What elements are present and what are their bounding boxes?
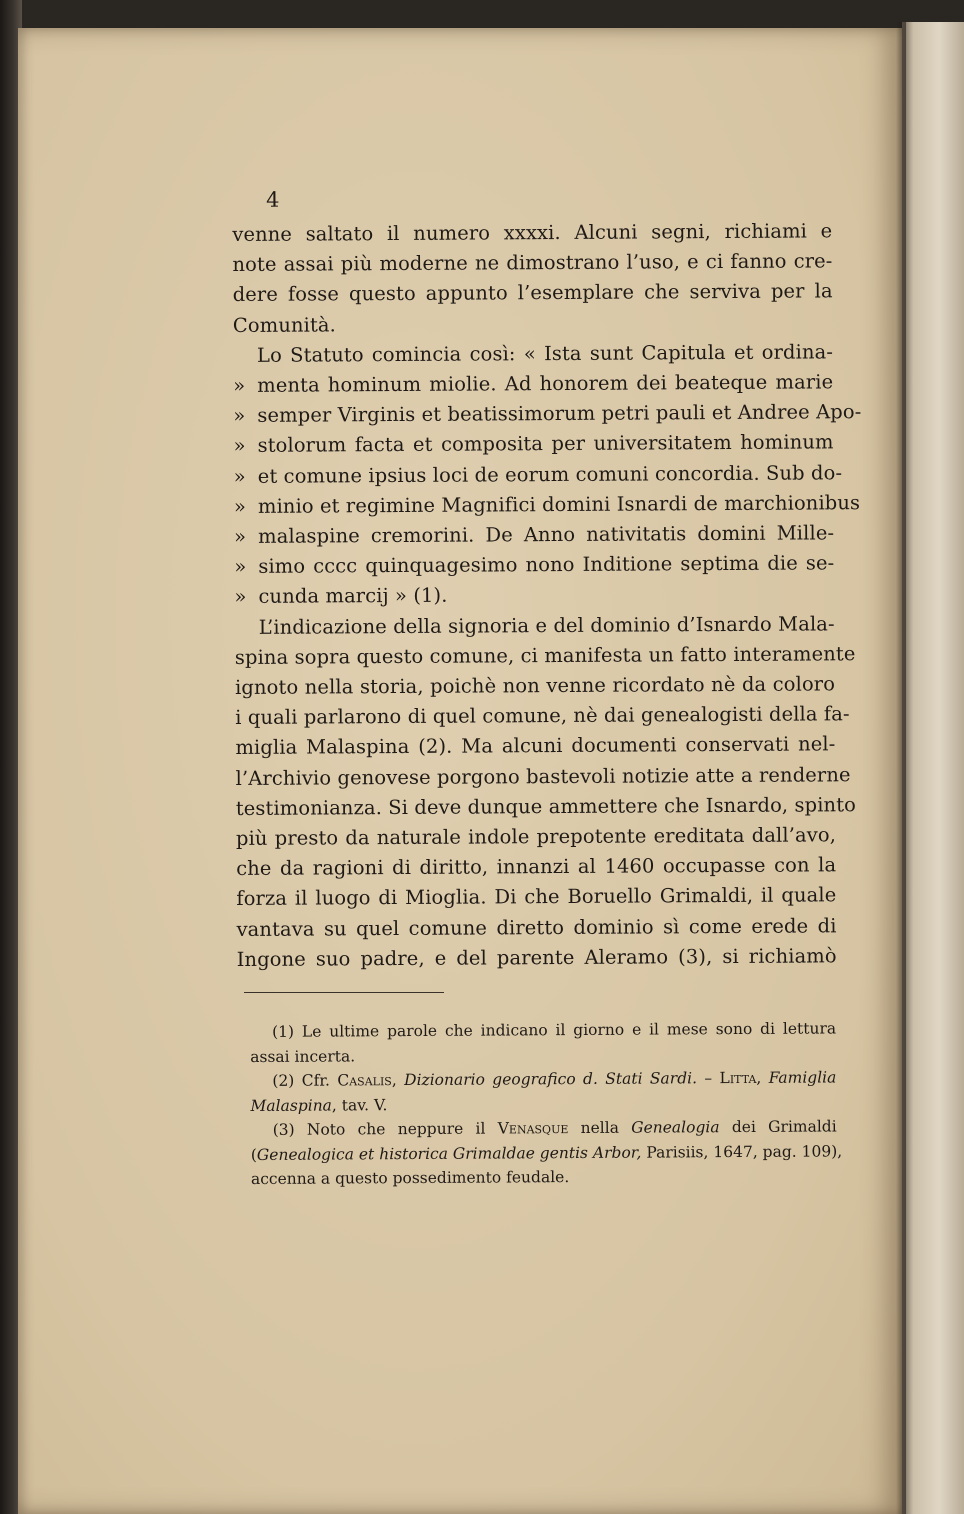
footnotes xyxy=(250,1016,843,1191)
author-name: Litta xyxy=(719,1068,757,1088)
text-line: malaspine cremorini. De Anno nativitatis domini Mille- xyxy=(258,521,835,548)
guillemet: » xyxy=(233,464,246,488)
work-title: Dizionario geografico d. Stati Sardi. xyxy=(404,1069,698,1090)
footnote-text: nella xyxy=(568,1118,632,1138)
quoted-line xyxy=(233,367,833,401)
footnote-text: , xyxy=(756,1068,769,1087)
footnote-text: ( xyxy=(250,1145,257,1164)
text-line: più presto da naturale indole prepotente ereditata dall’avo, xyxy=(235,823,837,851)
footnote-text: (2) Cfr. xyxy=(272,1071,338,1090)
quoted-line xyxy=(234,518,834,552)
text-line: Lo Statuto comincia così: « Ista sunt Capitula et ordina- xyxy=(256,340,834,367)
text-line: menta hominum miolie. Ad honorem dei beateque marie xyxy=(257,370,834,397)
text-line: miglia Malaspina (2). Ma alcuni documenti conservati nel- xyxy=(235,732,836,760)
footnote-text: (3) Noto che neppure il xyxy=(272,1119,498,1139)
author-name: Venasque xyxy=(497,1119,569,1138)
text-line: L’indicazione della signoria e del dominio d’Isnardo Mala- xyxy=(258,611,835,639)
quoted-line xyxy=(234,549,834,583)
text-line: Comunità. xyxy=(232,312,336,337)
work-title: Malaspina xyxy=(250,1096,332,1115)
text-line: che da ragioni di diritto, innanzi al 1460 occupasse con la xyxy=(236,853,837,881)
text-line: vantava su quel comune diretto dominio sì come erede di xyxy=(236,913,837,941)
quoted-line xyxy=(233,488,861,522)
text-line: spina sopra questo comune, ci manifesta un fatto interamente xyxy=(234,642,856,669)
guillemet: » xyxy=(233,434,246,458)
guillemet: » xyxy=(233,494,247,518)
quoted-line xyxy=(233,398,862,432)
quoted-line xyxy=(233,428,833,462)
footnote-divider xyxy=(244,992,444,993)
text-line: minio et regimine Magnifici domini Isnardi de marchionibus xyxy=(257,490,861,518)
quoted-line xyxy=(233,458,843,492)
footnote-2-cont xyxy=(250,1090,836,1118)
footnote-text: – xyxy=(696,1069,720,1088)
body-paragraphs xyxy=(232,216,862,975)
text-line: note assai più moderne ne dimostrano l’uso, e ci fanno cre- xyxy=(232,249,833,277)
footnote-3 xyxy=(251,1114,837,1142)
guillemet: » xyxy=(233,373,246,398)
text-line: dere fosse questo appunto l’esemplare che serviva per la xyxy=(232,279,833,307)
text-line: venne saltato il numero xxxxi. Alcuni segni, richiami e xyxy=(232,219,833,246)
text-line: cunda marcij » (1). xyxy=(258,584,448,609)
text-line: et comune ipsius loci de eorum comuni concordia. Sub do- xyxy=(257,460,843,488)
work-title: Genealogia xyxy=(631,1118,720,1137)
footnote-3-cont xyxy=(250,1139,843,1167)
guillemet: » xyxy=(234,585,247,609)
quoted-line xyxy=(234,579,834,613)
text-line: ignoto nella storia, poichè non venne ricordato nè da coloro xyxy=(234,672,836,700)
text-line: semper Virginis et beatissimorum petri pauli et Andree Apo- xyxy=(257,400,862,428)
text-line: stolorum facta et composita per universitatem hominum xyxy=(257,430,834,458)
main-text-block xyxy=(232,184,862,975)
gutter-shadow xyxy=(896,22,906,1514)
guillemet: » xyxy=(234,524,247,549)
footnote-text: , xyxy=(391,1071,405,1090)
text-line: simo cccc quinquagesimo nono Inditione septima die se- xyxy=(258,551,835,579)
work-title: Famiglia xyxy=(768,1068,837,1087)
text-line: forza il luogo di Mioglia. Di che Boruello Grimaldi, il quale xyxy=(236,883,837,911)
page-number: 4 xyxy=(265,187,280,212)
footnote-1: (1) Le ultime parole che indicano il giorno e il mese sono di lettura xyxy=(272,1019,837,1041)
author-name: Casalis xyxy=(337,1071,392,1090)
footnote-1-cont: assai incerta. xyxy=(250,1046,356,1066)
footnote-text: Parisiis, 1647, pag. 109), xyxy=(641,1141,843,1162)
text-line: i quali parlarono di quel comune, nè dai genealogisti della fa- xyxy=(235,702,850,730)
page-edges xyxy=(902,22,964,1514)
text-line: testimonianza. Si deve dunque ammettere che Isnardo, spinto xyxy=(235,793,857,820)
footnote-text: dei Grimaldi xyxy=(719,1117,837,1137)
guillemet: » xyxy=(233,404,246,428)
work-title: Genealogica et historica Grimaldae gentis Arbor, xyxy=(256,1143,642,1164)
text-line: l’Archivio genovese porgono bastevoli notizie atte a renderne xyxy=(235,762,851,790)
footnote-3-end: accenna a questo possedimento feudale. xyxy=(250,1168,570,1188)
footnote-text: , tav. V. xyxy=(331,1095,388,1115)
footnote-2 xyxy=(250,1065,836,1093)
guillemet: » xyxy=(234,555,247,579)
text-line: Ingone suo padre, e del parente Aleramo (3), si richiamò xyxy=(236,944,837,971)
